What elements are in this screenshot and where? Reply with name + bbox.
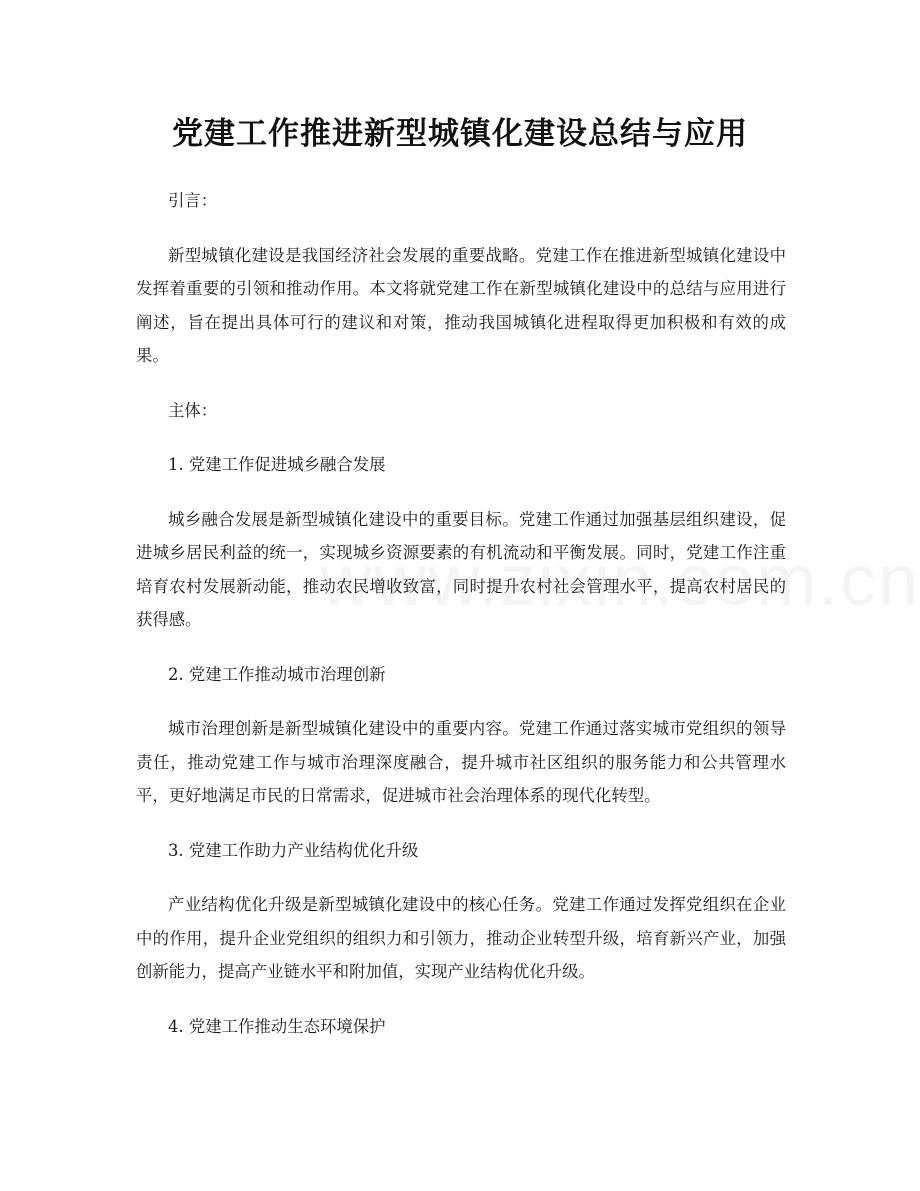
- intro-label: 引言：: [168, 191, 218, 210]
- section-heading-2: 2. 党建工作推动城市治理创新: [168, 664, 386, 684]
- section-heading-1: 1. 党建工作促进城乡融合发展: [168, 455, 386, 474]
- body-label: 主体：: [168, 400, 218, 420]
- section-heading-3: 3. 党建工作助力产业结构优化升级: [168, 840, 419, 860]
- section-paragraph-3: 产业结构优化升级是新型城镇化建设中的核心任务。党建工作通过发挥党组织在企业中的作用，提升企业党组织的组织力和引领力，推动企业转型升级，培育新兴产业，加强创新能力，提高产业链水平和附加值，实现产业结构优化升级。: [136, 895, 786, 981]
- document-title: 党建工作推进新型城镇化建设总结与应用: [172, 116, 748, 152]
- section-paragraph-1: 城乡融合发展是新型城镇化建设中的重要目标。党建工作通过加强基层组织建设，促进城乡居民利益的统一，实现城乡资源要素的有机流动和平衡发展。同时，党建工作注重培育农村发展新动能，推动农民增收致富，同时提升农村社会管理水平，提高农村居民的获得感。: [136, 509, 786, 629]
- section-heading-4: 4. 党建工作推动生态环境保护: [168, 1016, 386, 1036]
- section-paragraph-2: 城市治理创新是新型城镇化建设中的重要内容。党建工作通过落实城市党组织的领导责任，推动党建工作与城市治理深度融合，提升城市社区组织的服务能力和公共管理水平，更好地满足市民的日常需求，促进城市社会治理体系的现代化转型。: [136, 719, 786, 805]
- intro-paragraph: 新型城镇化建设是我国经济社会发展的重要战略。党建工作在推进新型城镇化建设中发挥着重要的引领和推动作用。本文将就党建工作在新型城镇化建设中的总结与应用进行阐述，旨在提出具体可行的建议和对策，推动我国城镇化进程取得更加积极和有效的成果。: [136, 245, 786, 365]
- document-body: [136, 184, 786, 1064]
